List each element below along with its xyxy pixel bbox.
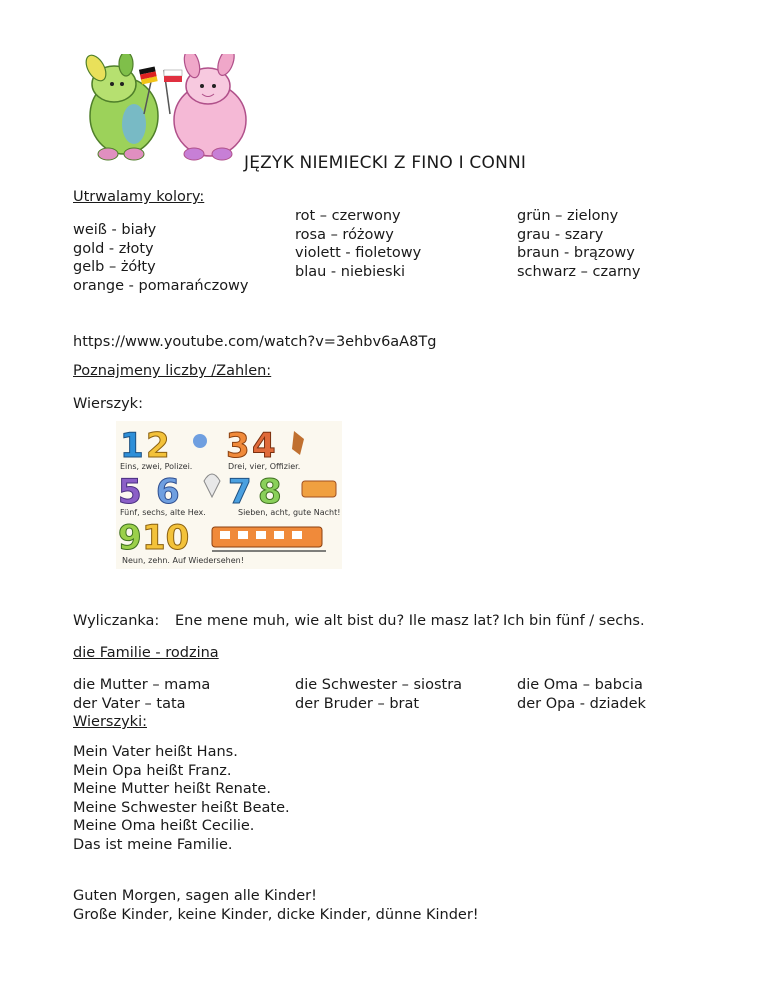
- family-poem: [73, 743, 290, 854]
- counting-label: Wyliczanka:: [73, 613, 160, 629]
- color-item: schwarz – czarny: [517, 263, 641, 280]
- digit-2: 2: [146, 426, 170, 466]
- family-item: die Mutter – mama: [73, 677, 211, 693]
- poem-line: Mein Vater heißt Hans.: [73, 744, 238, 760]
- caption-2: Drei, vier, Offizier.: [228, 462, 301, 471]
- rhyme-label: Wierszyk:: [73, 396, 143, 412]
- poem-line: Das ist meine Familie.: [73, 836, 233, 853]
- color-item: blau - niebieski: [295, 263, 406, 280]
- counting-rhyme: Ene mene muh, wie alt bist du? Ile masz lat?: [175, 613, 500, 629]
- digit-10: 10: [142, 518, 190, 558]
- color-item: rot – czerwony: [295, 208, 401, 224]
- family-item: der Opa - dziadek: [517, 695, 646, 712]
- numbers-heading: Poznajmeny liczby /Zahlen:: [73, 363, 272, 379]
- morning-poem: [73, 887, 479, 924]
- caption-3: Fünf, sechs, alte Hex.: [120, 508, 206, 517]
- family-item: die Oma – babcia: [517, 677, 643, 693]
- color-item: braun - brązowy: [517, 245, 635, 261]
- poem-line: Meine Mutter heißt Renate.: [73, 781, 271, 797]
- numbers-illustration: [116, 421, 342, 569]
- color-item: violett - fioletowy: [295, 245, 422, 261]
- family-column-1: [73, 676, 210, 732]
- colors-column-1: [73, 221, 249, 295]
- digit-3: 3: [226, 426, 250, 466]
- police-figure-icon: [193, 434, 207, 448]
- color-item: gold - złoty: [73, 240, 154, 257]
- poem-line: Große Kinder, keine Kinder, dicke Kinder, dünne Kinder!: [73, 906, 479, 923]
- bed-icon: [302, 481, 336, 497]
- family-column-2: [295, 676, 462, 713]
- digit-1: 1: [120, 426, 144, 466]
- family-item: der Vater – tata: [73, 695, 186, 712]
- caption-1: Eins, zwei, Polizei.: [120, 462, 193, 471]
- digit-9: 9: [118, 518, 142, 558]
- digit-7: 7: [228, 472, 252, 512]
- digit-4: 4: [252, 426, 276, 466]
- color-item: weiß - biały: [73, 222, 157, 238]
- color-item: grün – zielony: [517, 208, 619, 224]
- colors-heading: Utrwalamy kolory:: [73, 189, 205, 205]
- pink-bunny-icon: [174, 54, 246, 160]
- page-title: JĘZYK NIEMIECKI Z FINO I CONNI: [244, 153, 527, 173]
- color-item: grau - szary: [517, 226, 604, 243]
- digit-5: 5: [118, 472, 142, 512]
- poem-line: Mein Opa heißt Franz.: [73, 762, 232, 779]
- poem-line: Meine Oma heißt Cecilie.: [73, 818, 255, 834]
- poem-line: Meine Schwester heißt Beate.: [73, 799, 290, 816]
- digit-8: 8: [258, 472, 282, 512]
- color-item: gelb – żółty: [73, 259, 156, 275]
- poem-line: Guten Morgen, sagen alle Kinder!: [73, 888, 317, 904]
- youtube-link[interactable]: https://www.youtube.com/watch?v=3ehbv6aA8Tg: [73, 334, 437, 350]
- caption-5: Neun, zehn. Auf Wiedersehen!: [122, 556, 244, 565]
- colors-column-3: [517, 207, 640, 281]
- color-item: rosa – różowy: [295, 226, 394, 243]
- counting-answer: Ich bin fünf / sechs.: [503, 613, 645, 629]
- caption-4: Sieben, acht, gute Nacht!: [238, 508, 341, 517]
- color-item: orange - pomarańczowy: [73, 277, 249, 294]
- digit-6: 6: [156, 472, 180, 512]
- family-rhymes-heading: Wierszyki:: [73, 714, 147, 730]
- colors-column-2: [295, 207, 421, 281]
- family-item: der Bruder – brat: [295, 695, 420, 712]
- family-column-3: [517, 676, 646, 713]
- fino-conni-illustration: [74, 54, 260, 164]
- family-heading: die Familie - rodzina: [73, 645, 219, 661]
- family-item: die Schwester – siostra: [295, 677, 463, 693]
